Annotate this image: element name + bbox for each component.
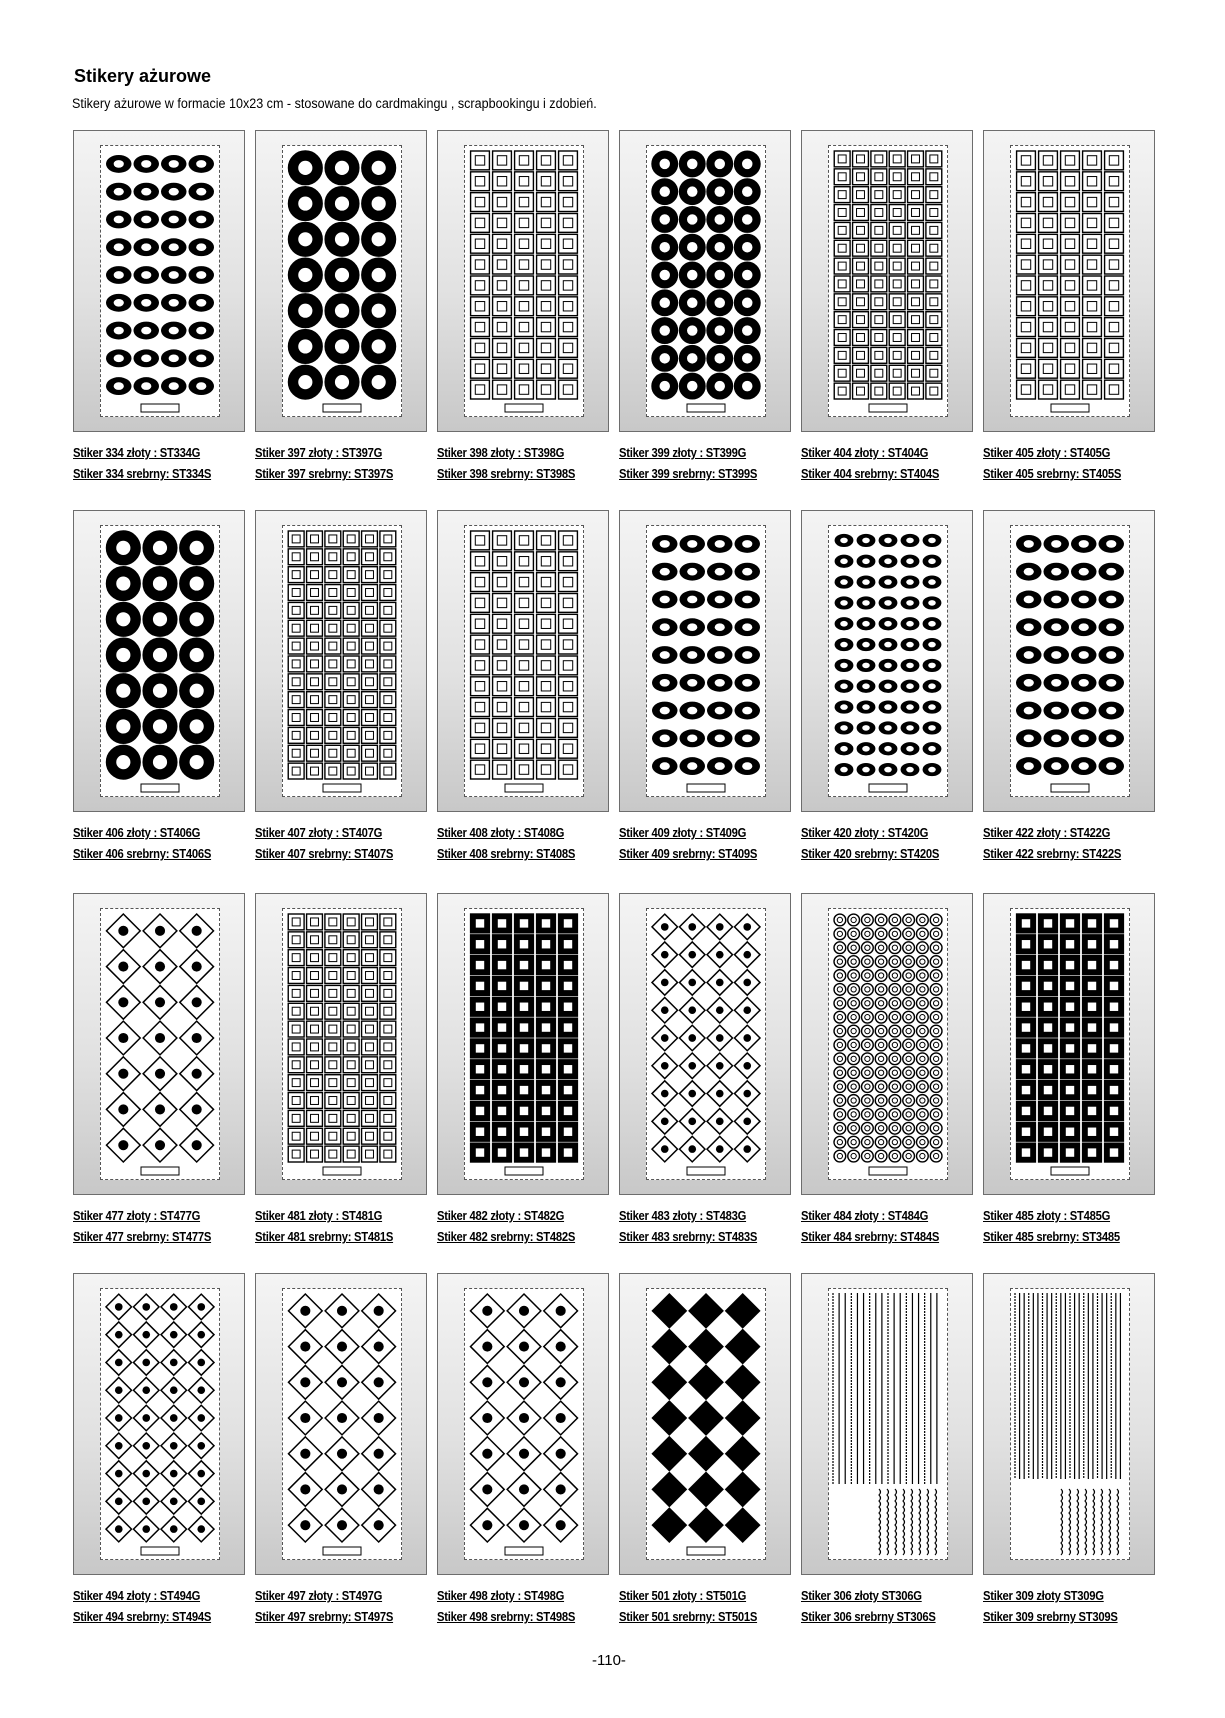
sticker-sheet — [100, 908, 220, 1180]
sticker-label-gold: Stiker 404 złoty : ST404G — [801, 446, 929, 460]
sticker-image — [983, 510, 1155, 812]
sticker-sheet — [282, 1288, 402, 1560]
sticker-sheet — [100, 145, 220, 417]
sticker-label-silver: Stiker 398 srebrny: ST398S — [437, 467, 576, 481]
sticker-sheet — [828, 1288, 948, 1560]
sticker-pattern — [283, 909, 401, 1179]
sticker-image — [983, 893, 1155, 1195]
sticker-image — [801, 893, 973, 1195]
sticker-pattern — [283, 526, 401, 796]
sticker-pattern — [647, 146, 765, 416]
sticker-label-gold: Stiker 497 złoty : ST497G — [255, 1589, 383, 1603]
sticker-pattern — [829, 526, 947, 796]
sticker-sheet — [100, 1288, 220, 1560]
sticker-sheet — [1010, 1288, 1130, 1560]
sticker-label-gold: Stiker 398 złoty : ST398G — [437, 446, 565, 460]
sticker-pattern — [829, 146, 947, 416]
sticker-label-silver: Stiker 309 srebrny ST309S — [983, 1610, 1118, 1624]
sticker-image — [437, 1273, 609, 1575]
sticker-sheet — [1010, 908, 1130, 1180]
sticker-label-gold: Stiker 420 złoty : ST420G — [801, 826, 929, 840]
sticker-sheet — [1010, 525, 1130, 797]
sticker-label-silver: Stiker 481 srebrny: ST481S — [255, 1230, 394, 1244]
sticker-pattern — [647, 909, 765, 1179]
sticker-label-silver: Stiker 498 srebrny: ST498S — [437, 1610, 576, 1624]
sticker-image — [73, 510, 245, 812]
sticker-image — [619, 893, 791, 1195]
sticker-sheet — [646, 145, 766, 417]
sticker-image — [73, 130, 245, 432]
sticker-label-gold: Stiker 408 złoty : ST408G — [437, 826, 565, 840]
sticker-pattern — [647, 526, 765, 796]
sticker-label-gold: Stiker 399 złoty : ST399G — [619, 446, 747, 460]
sticker-label-silver: Stiker 420 srebrny: ST420S — [801, 847, 940, 861]
sticker-image — [255, 893, 427, 1195]
sticker-image — [619, 130, 791, 432]
sticker-label-gold: Stiker 482 złoty : ST482G — [437, 1209, 565, 1223]
sticker-sheet — [282, 908, 402, 1180]
sticker-label-silver: Stiker 484 srebrny: ST484S — [801, 1230, 940, 1244]
sticker-image — [619, 1273, 791, 1575]
sticker-image — [73, 1273, 245, 1575]
sticker-pattern — [647, 1289, 765, 1559]
sticker-label-silver: Stiker 494 srebrny: ST494S — [73, 1610, 212, 1624]
sticker-label-gold: Stiker 397 złoty : ST397G — [255, 446, 383, 460]
sticker-label-gold: Stiker 407 złoty : ST407G — [255, 826, 383, 840]
sticker-pattern — [101, 1289, 219, 1559]
sticker-image — [437, 510, 609, 812]
sticker-image — [255, 1273, 427, 1575]
sticker-label-gold: Stiker 334 złoty : ST334G — [73, 446, 201, 460]
sticker-sheet — [646, 908, 766, 1180]
sticker-pattern — [829, 909, 947, 1179]
sticker-label-silver: Stiker 406 srebrny: ST406S — [73, 847, 212, 861]
sticker-pattern — [465, 1289, 583, 1559]
page-subtitle: Stikery ażurowe w formacie 10x23 cm - stosowane do cardmakingu , scrapbookingu i zdobień. — [72, 96, 597, 111]
sticker-image — [437, 893, 609, 1195]
sticker-label-silver: Stiker 501 srebrny: ST501S — [619, 1610, 758, 1624]
sticker-label-gold: Stiker 406 złoty : ST406G — [73, 826, 201, 840]
sticker-label-gold: Stiker 494 złoty : ST494G — [73, 1589, 201, 1603]
sticker-pattern — [1011, 909, 1129, 1179]
page-number: -110- — [592, 1652, 626, 1669]
sticker-image — [255, 510, 427, 812]
sticker-label-silver: Stiker 334 srebrny: ST334S — [73, 467, 212, 481]
sticker-label-silver: Stiker 306 srebrny ST306S — [801, 1610, 936, 1624]
sticker-pattern — [283, 146, 401, 416]
sticker-sheet — [828, 908, 948, 1180]
sticker-sheet — [646, 1288, 766, 1560]
sticker-label-gold: Stiker 306 złoty ST306G — [801, 1589, 922, 1603]
sticker-image — [801, 1273, 973, 1575]
sticker-sheet — [828, 145, 948, 417]
sticker-label-gold: Stiker 422 złoty : ST422G — [983, 826, 1111, 840]
sticker-label-gold: Stiker 501 złoty : ST501G — [619, 1589, 747, 1603]
sticker-label-silver: Stiker 477 srebrny: ST477S — [73, 1230, 212, 1244]
sticker-pattern — [465, 909, 583, 1179]
sticker-image — [255, 130, 427, 432]
sticker-pattern — [101, 526, 219, 796]
sticker-label-gold: Stiker 405 złoty : ST405G — [983, 446, 1111, 460]
sticker-sheet — [1010, 145, 1130, 417]
sticker-sheet — [828, 525, 948, 797]
sticker-label-silver: Stiker 483 srebrny: ST483S — [619, 1230, 758, 1244]
sticker-pattern — [283, 1289, 401, 1559]
sticker-label-silver: Stiker 422 srebrny: ST422S — [983, 847, 1122, 861]
sticker-label-gold: Stiker 409 złoty : ST409G — [619, 826, 747, 840]
sticker-pattern — [465, 146, 583, 416]
sticker-image — [801, 130, 973, 432]
sticker-image — [983, 1273, 1155, 1575]
sticker-sheet — [646, 525, 766, 797]
sticker-sheet — [100, 525, 220, 797]
page-title: Stikery ażurowe — [74, 66, 212, 86]
sticker-label-gold: Stiker 498 złoty : ST498G — [437, 1589, 565, 1603]
sticker-pattern — [101, 909, 219, 1179]
sticker-label-silver: Stiker 407 srebrny: ST407S — [255, 847, 394, 861]
sticker-label-gold: Stiker 309 złoty ST309G — [983, 1589, 1104, 1603]
sticker-label-gold: Stiker 481 złoty : ST481G — [255, 1209, 383, 1223]
sticker-sheet — [464, 1288, 584, 1560]
sticker-image — [801, 510, 973, 812]
sticker-image — [983, 130, 1155, 432]
sticker-label-silver: Stiker 408 srebrny: ST408S — [437, 847, 576, 861]
sticker-label-silver: Stiker 485 srebrny: ST3485 — [983, 1230, 1120, 1244]
sticker-sheet — [464, 145, 584, 417]
sticker-image — [619, 510, 791, 812]
sticker-image — [73, 893, 245, 1195]
sticker-sheet — [464, 908, 584, 1180]
sticker-label-gold: Stiker 484 złoty : ST484G — [801, 1209, 929, 1223]
sticker-label-silver: Stiker 399 srebrny: ST399S — [619, 467, 758, 481]
sticker-label-silver: Stiker 397 srebrny: ST397S — [255, 467, 394, 481]
sticker-pattern — [1011, 1289, 1129, 1559]
sticker-image — [437, 130, 609, 432]
sticker-pattern — [1011, 146, 1129, 416]
sticker-label-silver: Stiker 405 srebrny: ST405S — [983, 467, 1122, 481]
sticker-label-silver: Stiker 497 srebrny: ST497S — [255, 1610, 394, 1624]
sticker-sheet — [282, 525, 402, 797]
sticker-label-silver: Stiker 404 srebrny: ST404S — [801, 467, 940, 481]
sticker-pattern — [465, 526, 583, 796]
sticker-label-silver: Stiker 482 srebrny: ST482S — [437, 1230, 576, 1244]
sticker-label-gold: Stiker 477 złoty : ST477G — [73, 1209, 201, 1223]
sticker-label-gold: Stiker 483 złoty : ST483G — [619, 1209, 747, 1223]
sticker-pattern — [1011, 526, 1129, 796]
sticker-pattern — [829, 1289, 947, 1559]
sticker-pattern — [101, 146, 219, 416]
sticker-sheet — [282, 145, 402, 417]
sticker-label-gold: Stiker 485 złoty : ST485G — [983, 1209, 1111, 1223]
sticker-sheet — [464, 525, 584, 797]
sticker-label-silver: Stiker 409 srebrny: ST409S — [619, 847, 758, 861]
